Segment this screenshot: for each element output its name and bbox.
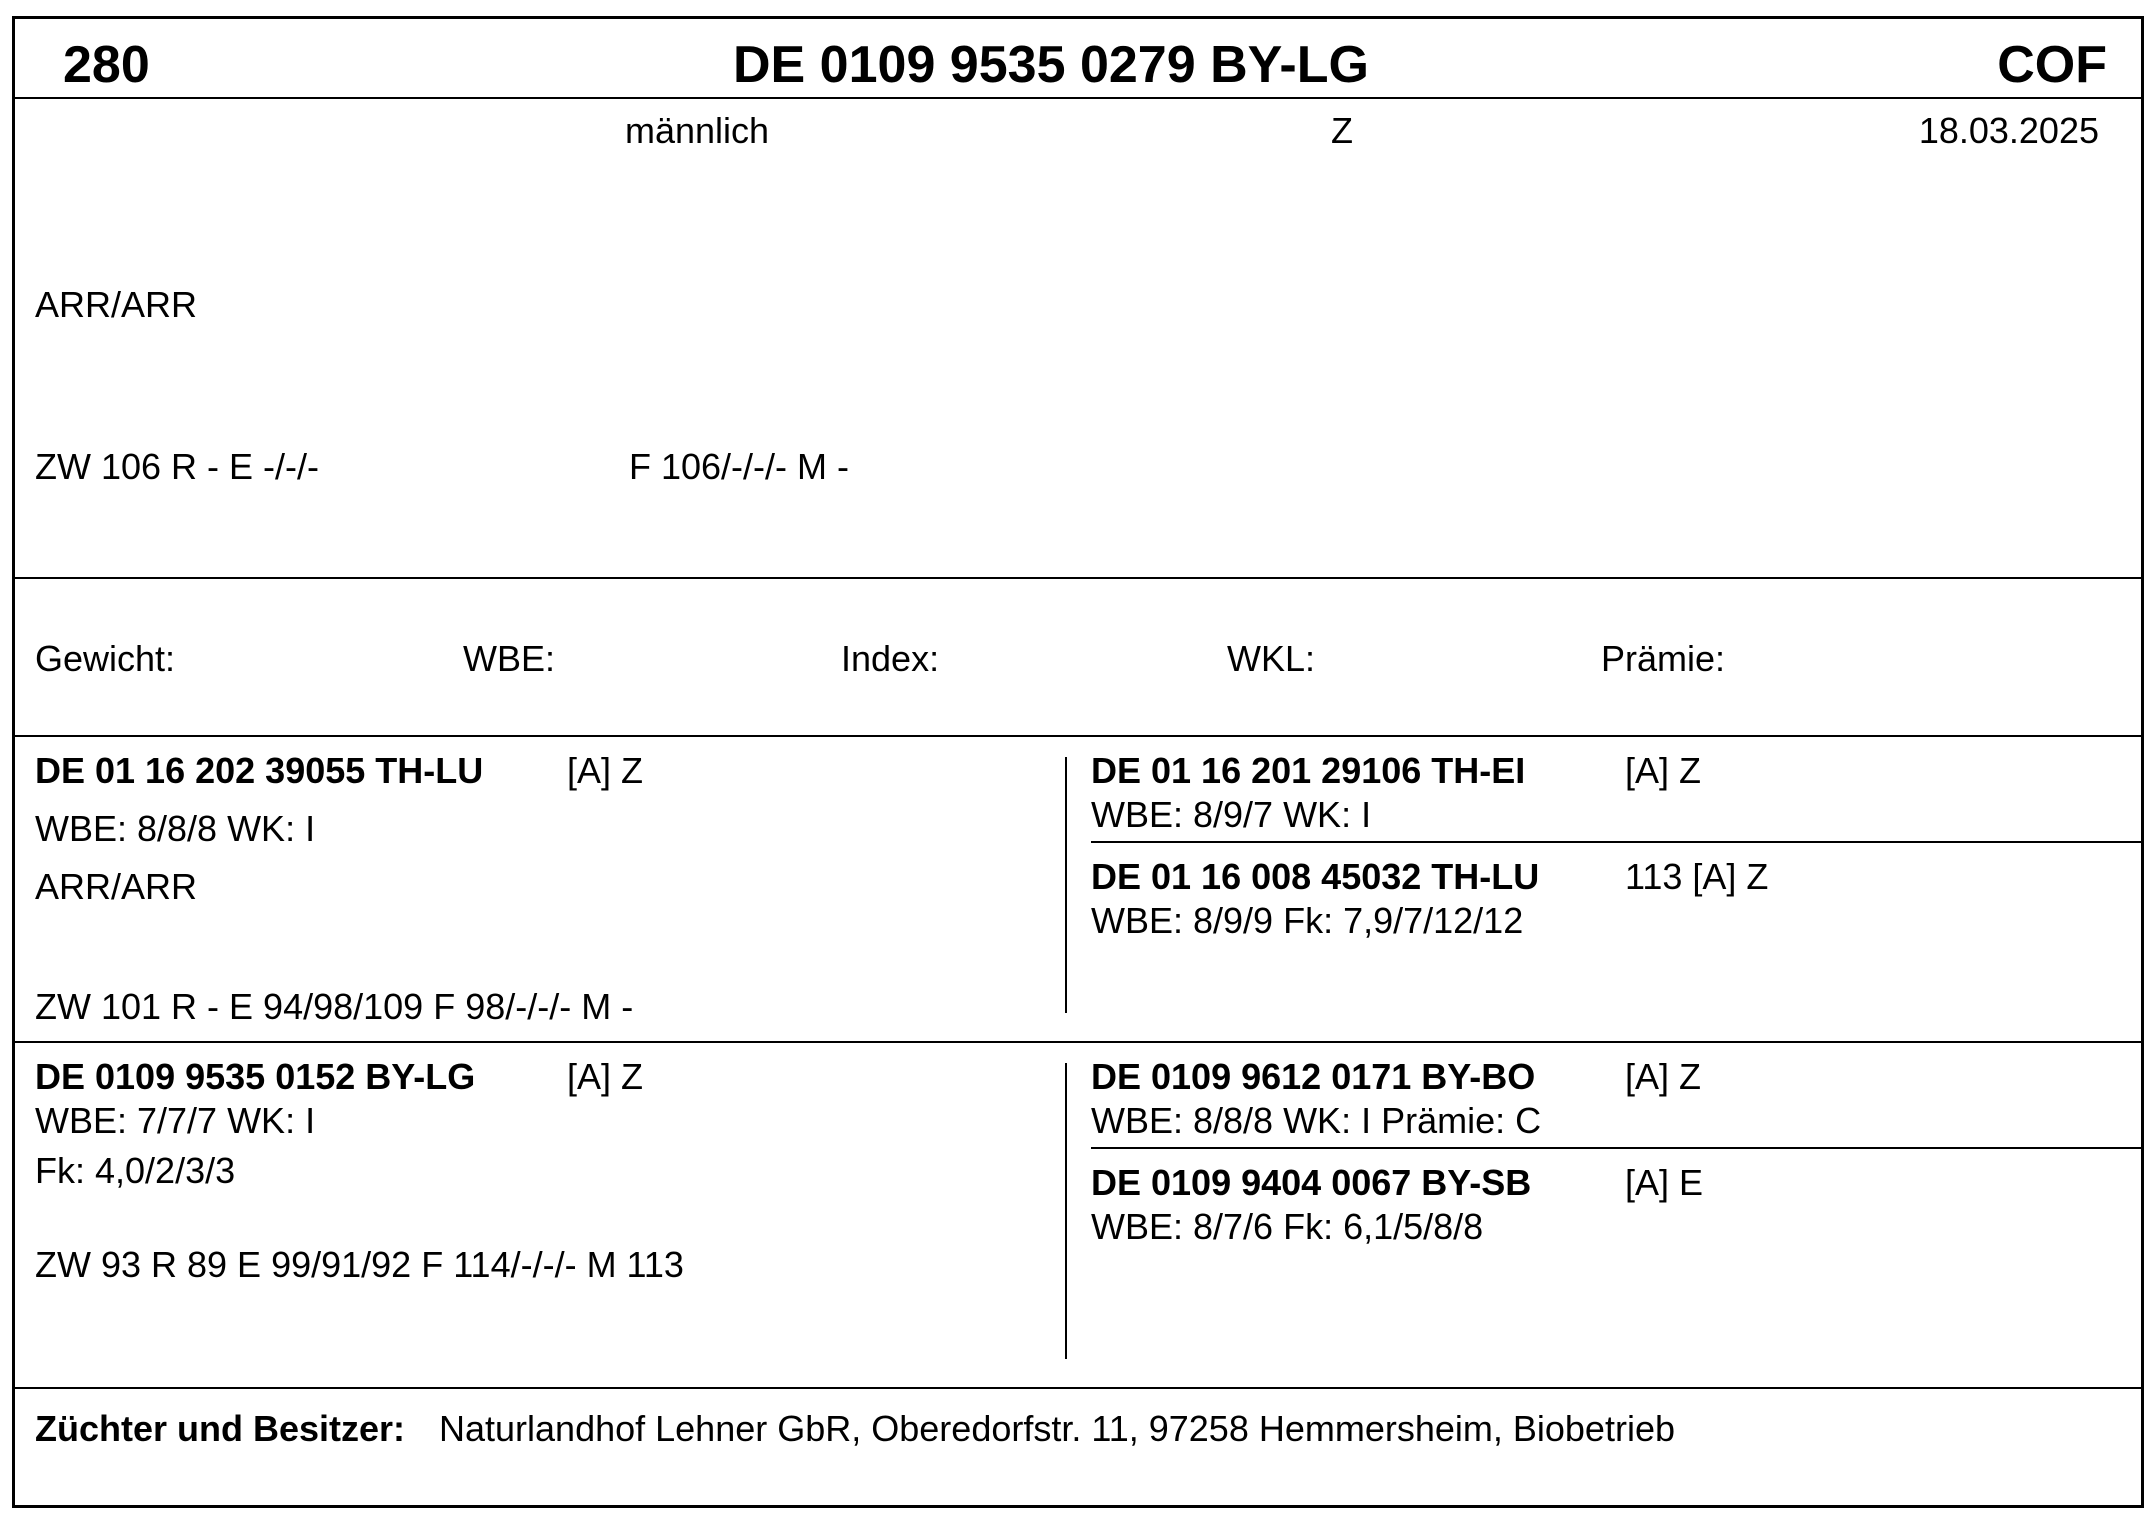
dam-id: DE 0109 9535 0152 BY-LG [35, 1056, 476, 1097]
sire-dam-id: DE 01 16 008 45032 TH-LU [1091, 856, 1540, 897]
sire-dam-wbe: WBE: 8/9/9 Fk: 7,9/7/12/12 [1091, 900, 1524, 941]
animal-id: DE 0109 9535 0279 BY-LG [733, 36, 1369, 94]
genotype: ARR/ARR [35, 284, 198, 325]
dam-row-divider [15, 1387, 2141, 1389]
sire-sire-id: DE 01 16 201 29106 TH-EI [1091, 750, 1526, 791]
sire-genotype: ARR/ARR [35, 866, 198, 907]
dam-wbe: WBE: 7/7/7 WK: I [35, 1100, 316, 1141]
birth-date: 18.03.2025 [1918, 110, 2099, 151]
dam-dam-wbe: WBE: 8/7/6 Fk: 6,1/5/8/8 [1091, 1206, 1484, 1247]
dam-column-divider [1065, 1063, 1067, 1359]
sex: männlich [625, 110, 770, 151]
sire-wbe: WBE: 8/8/8 WK: I [35, 808, 316, 849]
weight-label: Gewicht: [35, 638, 176, 679]
wbe-label: WBE: [463, 638, 556, 679]
dam-sire-flags: [A] Z [1625, 1056, 1702, 1097]
sire-sire-flags: [A] Z [1625, 750, 1702, 791]
dam-dam-flags: [A] E [1625, 1162, 1704, 1203]
info-divider [15, 577, 2141, 579]
breeder-value: Naturlandhof Lehner GbR, Oberedorfstr. 11, 97258 Hemmersheim, Biobetrieb [439, 1408, 1675, 1449]
wkl-label: WKL: [1227, 638, 1316, 679]
dam-fk: Fk: 4,0/2/3/3 [35, 1150, 236, 1191]
breeder-label: Züchter und Besitzer: [35, 1408, 406, 1449]
sire-sire-wbe: WBE: 8/9/7 WK: I [1091, 794, 1372, 835]
dam-dam-id: DE 0109 9404 0067 BY-SB [1091, 1162, 1532, 1203]
dam-breeding-value: ZW 93 R 89 E 99/91/92 F 114/-/-/- M 113 [35, 1244, 684, 1285]
dam-flags: [A] Z [567, 1056, 644, 1097]
breed-code: COF [1997, 36, 2107, 94]
breeding-value: ZW 106 R - E -/-/- [35, 446, 320, 487]
animal-card [12, 16, 2144, 1508]
premium-label: Prämie: [1601, 638, 1726, 679]
sire-parents-divider [1091, 841, 2141, 843]
dam-sire-wbe: WBE: 8/8/8 WK: I Prämie: C [1091, 1100, 1542, 1141]
catalog-number: 280 [63, 36, 150, 94]
index-label: Index: [841, 638, 940, 679]
sire-row-divider [15, 1041, 2141, 1043]
sire-dam-flags: 113 [A] Z [1625, 856, 1769, 897]
dam-sire-id: DE 0109 9612 0171 BY-BO [1091, 1056, 1536, 1097]
sire-breeding-value: ZW 101 R - E 94/98/109 F 98/-/-/- M - [35, 986, 634, 1027]
sire-id: DE 01 16 202 39055 TH-LU [35, 750, 484, 791]
performance-divider [15, 735, 2141, 737]
header-divider [15, 97, 2141, 99]
fertility-value: F 106/-/-/- M - [629, 446, 850, 487]
herdbook-mark: Z [1331, 110, 1353, 151]
sire-flags: [A] Z [567, 750, 644, 791]
sire-column-divider [1065, 757, 1067, 1013]
dam-parents-divider [1091, 1147, 2141, 1149]
